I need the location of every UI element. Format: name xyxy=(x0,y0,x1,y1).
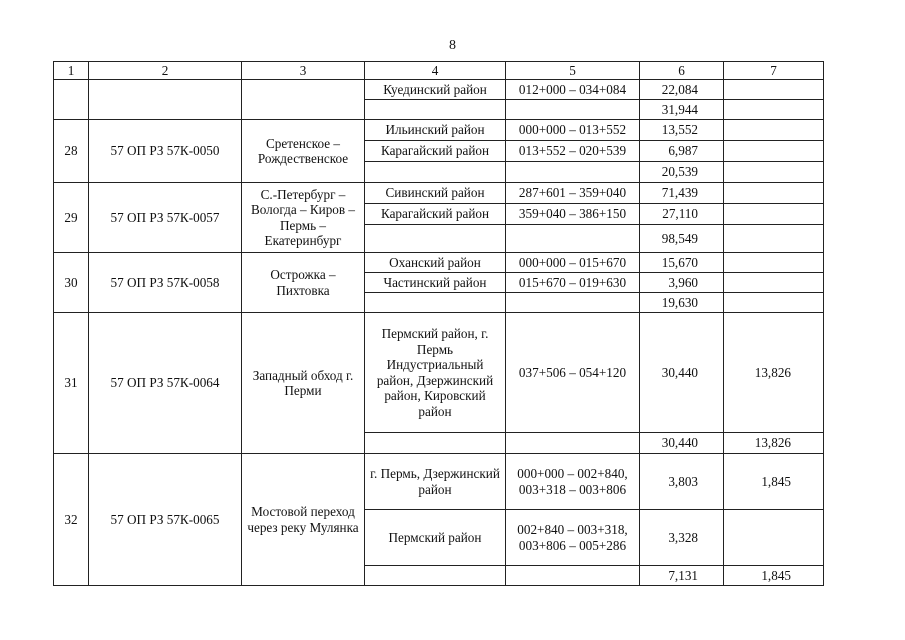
extra-cell xyxy=(724,293,824,313)
table-row xyxy=(54,120,824,141)
roads-table xyxy=(53,61,824,586)
length-cell: 22,084 xyxy=(640,80,724,100)
district-cell: Сивинский район xyxy=(365,183,506,204)
extra-cell xyxy=(724,253,824,273)
subtotal-length: 30,440 xyxy=(640,433,724,454)
length-cell: 71,439 xyxy=(640,183,724,204)
length-cell: 27,110 xyxy=(640,204,724,225)
table-row xyxy=(54,454,824,510)
extra-cell xyxy=(724,120,824,141)
district-cell: Карагайский район xyxy=(365,204,506,225)
district-cell: Пермский район xyxy=(365,510,506,566)
header-cell: 7 xyxy=(724,62,824,80)
district-cell xyxy=(365,162,506,183)
district-cell: Пермский район, г. Пермь Индустриальный район, Дзержинский район, Кировский район xyxy=(365,313,506,433)
range-cell: 013+552 – 020+539 xyxy=(506,141,640,162)
road-name: Западный обход г. Перми xyxy=(242,313,365,454)
road-code: 57 ОП РЗ 57К-0050 xyxy=(89,120,242,183)
table-row xyxy=(54,80,824,100)
header-cell: 4 xyxy=(365,62,506,80)
road-number-cell xyxy=(54,80,89,120)
extra-cell xyxy=(724,141,824,162)
road-number: 32 xyxy=(54,454,89,586)
road-code: 57 ОП РЗ 57К-0058 xyxy=(89,253,242,313)
range-cell: 287+601 – 359+040 xyxy=(506,183,640,204)
length-cell: 15,670 xyxy=(640,253,724,273)
road-number: 31 xyxy=(54,313,89,454)
subtotal-extra: 1,845 xyxy=(724,566,824,586)
subtotal-length: 19,630 xyxy=(640,293,724,313)
range-cell: 000+000 – 015+670 xyxy=(506,253,640,273)
extra-cell xyxy=(724,510,824,566)
table-row xyxy=(54,253,824,273)
extra-cell xyxy=(724,100,824,120)
district-cell: Ильинский район xyxy=(365,120,506,141)
extra-cell xyxy=(724,225,824,253)
road-name-cell xyxy=(242,80,365,120)
range-cell: 015+670 – 019+630 xyxy=(506,273,640,293)
extra-cell xyxy=(724,273,824,293)
extra-cell xyxy=(724,162,824,183)
length-cell: 13,552 xyxy=(640,120,724,141)
length-cell: 3,328 xyxy=(640,510,724,566)
table-row xyxy=(54,183,824,204)
header-cell: 6 xyxy=(640,62,724,80)
length-cell: 6,987 xyxy=(640,141,724,162)
district-cell: Частинский район xyxy=(365,273,506,293)
range-cell: 002+840 – 003+318, 003+806 – 005+286 xyxy=(506,510,640,566)
road-number: 28 xyxy=(54,120,89,183)
district-cell: Карагайский район xyxy=(365,141,506,162)
range-cell xyxy=(506,162,640,183)
road-name: С.-Петербург – Вологда – Киров – Пермь – Екатеринбург xyxy=(242,183,365,253)
district-cell: г. Пермь, Дзержинский район xyxy=(365,454,506,510)
header-cell: 5 xyxy=(506,62,640,80)
district-cell xyxy=(365,293,506,313)
road-code: 57 ОП РЗ 57К-0065 xyxy=(89,454,242,586)
subtotal-length: 20,539 xyxy=(640,162,724,183)
district-cell: Куединский район xyxy=(365,80,506,100)
road-name: Острожка – Пихтовка xyxy=(242,253,365,313)
range-cell xyxy=(506,566,640,586)
header-cell: 1 xyxy=(54,62,89,80)
subtotal-length: 98,549 xyxy=(640,225,724,253)
range-cell: 012+000 – 034+084 xyxy=(506,80,640,100)
length-cell: 3,803 xyxy=(640,454,724,510)
extra-cell xyxy=(724,80,824,100)
district-cell xyxy=(365,225,506,253)
table-row xyxy=(54,313,824,433)
header-cell: 2 xyxy=(89,62,242,80)
district-cell xyxy=(365,433,506,454)
subtotal-length: 7,131 xyxy=(640,566,724,586)
extra-cell xyxy=(724,183,824,204)
header-cell: 3 xyxy=(242,62,365,80)
range-cell: 037+506 – 054+120 xyxy=(506,313,640,433)
road-code: 57 ОП РЗ 57К-0064 xyxy=(89,313,242,454)
extra-cell: 13,826 xyxy=(724,313,824,433)
length-cell: 30,440 xyxy=(640,313,724,433)
subtotal-extra: 13,826 xyxy=(724,433,824,454)
road-code-cell xyxy=(89,80,242,120)
district-cell xyxy=(365,566,506,586)
subtotal-length: 31,944 xyxy=(640,100,724,120)
range-cell: 000+000 – 002+840, 003+318 – 003+806 xyxy=(506,454,640,510)
range-cell xyxy=(506,100,640,120)
road-name: Мостовой переход через реку Мулянка xyxy=(242,454,365,586)
header-row xyxy=(54,62,824,80)
extra-cell xyxy=(724,204,824,225)
range-cell: 359+040 – 386+150 xyxy=(506,204,640,225)
range-cell: 000+000 – 013+552 xyxy=(506,120,640,141)
range-cell xyxy=(506,225,640,253)
road-number: 30 xyxy=(54,253,89,313)
road-name: Сретенское – Рождественское xyxy=(242,120,365,183)
road-code: 57 ОП РЗ 57К-0057 xyxy=(89,183,242,253)
range-cell xyxy=(506,293,640,313)
range-cell xyxy=(506,433,640,454)
extra-cell: 1,845 xyxy=(724,454,824,510)
road-number: 29 xyxy=(54,183,89,253)
length-cell: 3,960 xyxy=(640,273,724,293)
district-cell xyxy=(365,100,506,120)
page-number: 8 xyxy=(449,38,456,53)
district-cell: Оханский район xyxy=(365,253,506,273)
